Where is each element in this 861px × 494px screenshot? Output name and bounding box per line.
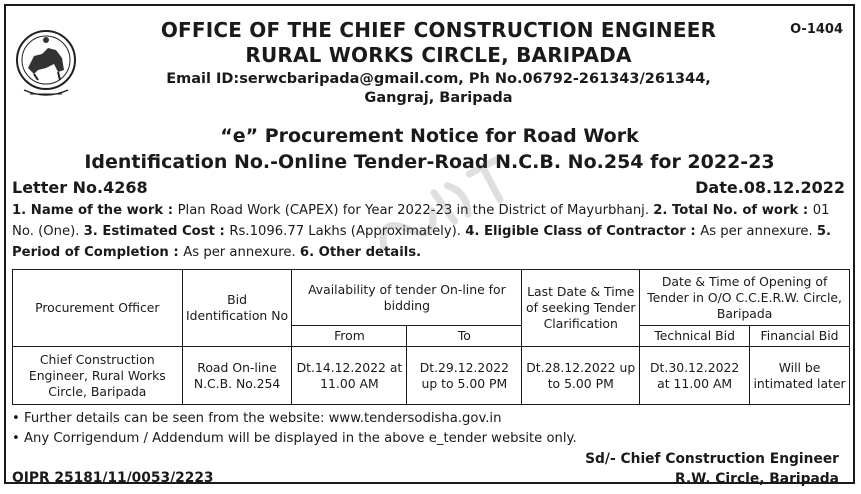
notice-date: Date.08.12.2022 — [695, 178, 845, 197]
detail-2-value: 01 No. (One). — [12, 203, 830, 239]
notice-title: “e” Procurement Notice for Road Work — [220, 125, 639, 147]
detail-1-value: Plan Road Work (CAPEX) for Year 2022-23 in the District of Mayurbhanj. — [177, 203, 654, 218]
signature-line-1: Sd/- Chief Construction Engineer — [585, 451, 839, 467]
cell-bid-id: Road On-line N.C.B. No.254 — [182, 347, 292, 405]
cell-last-date: Dt.28.12.2022 up to 5.00 PM — [522, 347, 640, 405]
detail-1-label: 1. Name of the work : — [12, 203, 178, 218]
tender-notice — [4, 4, 855, 487]
notes — [12, 409, 577, 449]
detail-4-label: 4. Eligible Class of Contractor : — [465, 224, 701, 239]
cell-financial-bid: Will be intimated later — [750, 347, 850, 405]
detail-5-value: As per annexure. — [183, 245, 300, 260]
office-subtitle: RURAL WORKS CIRCLE, BARIPADA — [245, 43, 632, 67]
letter-number: Letter No.4268 — [12, 178, 148, 197]
oipr-number: OIPR 25181/11/0053/2223 — [12, 470, 214, 486]
letter-row — [12, 178, 845, 198]
cell-to: Dt.29.12.2022 up to 5.00 PM — [407, 347, 522, 405]
header-to: To — [407, 326, 522, 347]
detail-3-label: 3. Estimated Cost : — [83, 224, 230, 239]
detail-5-label: 5. Period of Completion : — [12, 224, 832, 260]
table-row — [13, 347, 850, 405]
identification-number: Identification No.-Online Tender-Road N.C.B. No.254 for 2022-23 — [84, 151, 775, 173]
note-website: • Further details can be seen from the website: www.tendersodisha.gov.in — [12, 411, 502, 426]
detail-4-value: As per annexure. — [700, 224, 817, 239]
cell-from: Dt.14.12.2022 at 11.00 AM — [292, 347, 407, 405]
cell-technical-bid: Dt.30.12.2022 at 11.00 AM — [640, 347, 750, 405]
office-title: OFFICE OF THE CHIEF CONSTRUCTION ENGINEER — [160, 18, 717, 42]
header-bid-identification: Bid Identification No — [182, 270, 292, 347]
contact-line: Email ID:serwcbaripada@gmail.com, Ph No.06792-261343/261344, — [166, 71, 711, 87]
header-availability: Availability of tender On-line for bidding — [292, 270, 522, 326]
cell-officer: Chief Construction Engineer, Rural Works Circle, Baripada — [13, 347, 183, 405]
header-opening: Date & Time of Opening of Tender in O/O C.C.E.R.W. Circle, Baripada — [640, 270, 850, 326]
signature-line-2: R.W. Circle, Baripada — [675, 471, 839, 487]
notice-code: O-1404 — [790, 22, 843, 37]
header-last-date: Last Date & Time of seeking Tender Clarification — [522, 270, 640, 347]
signature-block — [585, 449, 839, 489]
note-corrigendum: • Any Corrigendum / Addendum will be displayed in the above e_tender website only. — [12, 431, 577, 446]
header-technical-bid: Technical Bid — [640, 326, 750, 347]
header-from: From — [292, 326, 407, 347]
odisha-emblem-icon — [14, 28, 78, 102]
address-line: Gangraj, Baripada — [364, 90, 513, 106]
work-details — [12, 200, 847, 263]
header-financial-bid: Financial Bid — [750, 326, 850, 347]
header-procurement-officer: Procurement Officer — [13, 270, 183, 347]
office-header — [84, 18, 793, 108]
detail-3-value: Rs.1096.77 Lakhs (Approximately). — [229, 224, 466, 239]
detail-2-label: 2. Total No. of work : — [653, 203, 813, 218]
tender-schedule-table — [12, 269, 850, 405]
detail-6-label: 6. Other details. — [299, 245, 422, 260]
